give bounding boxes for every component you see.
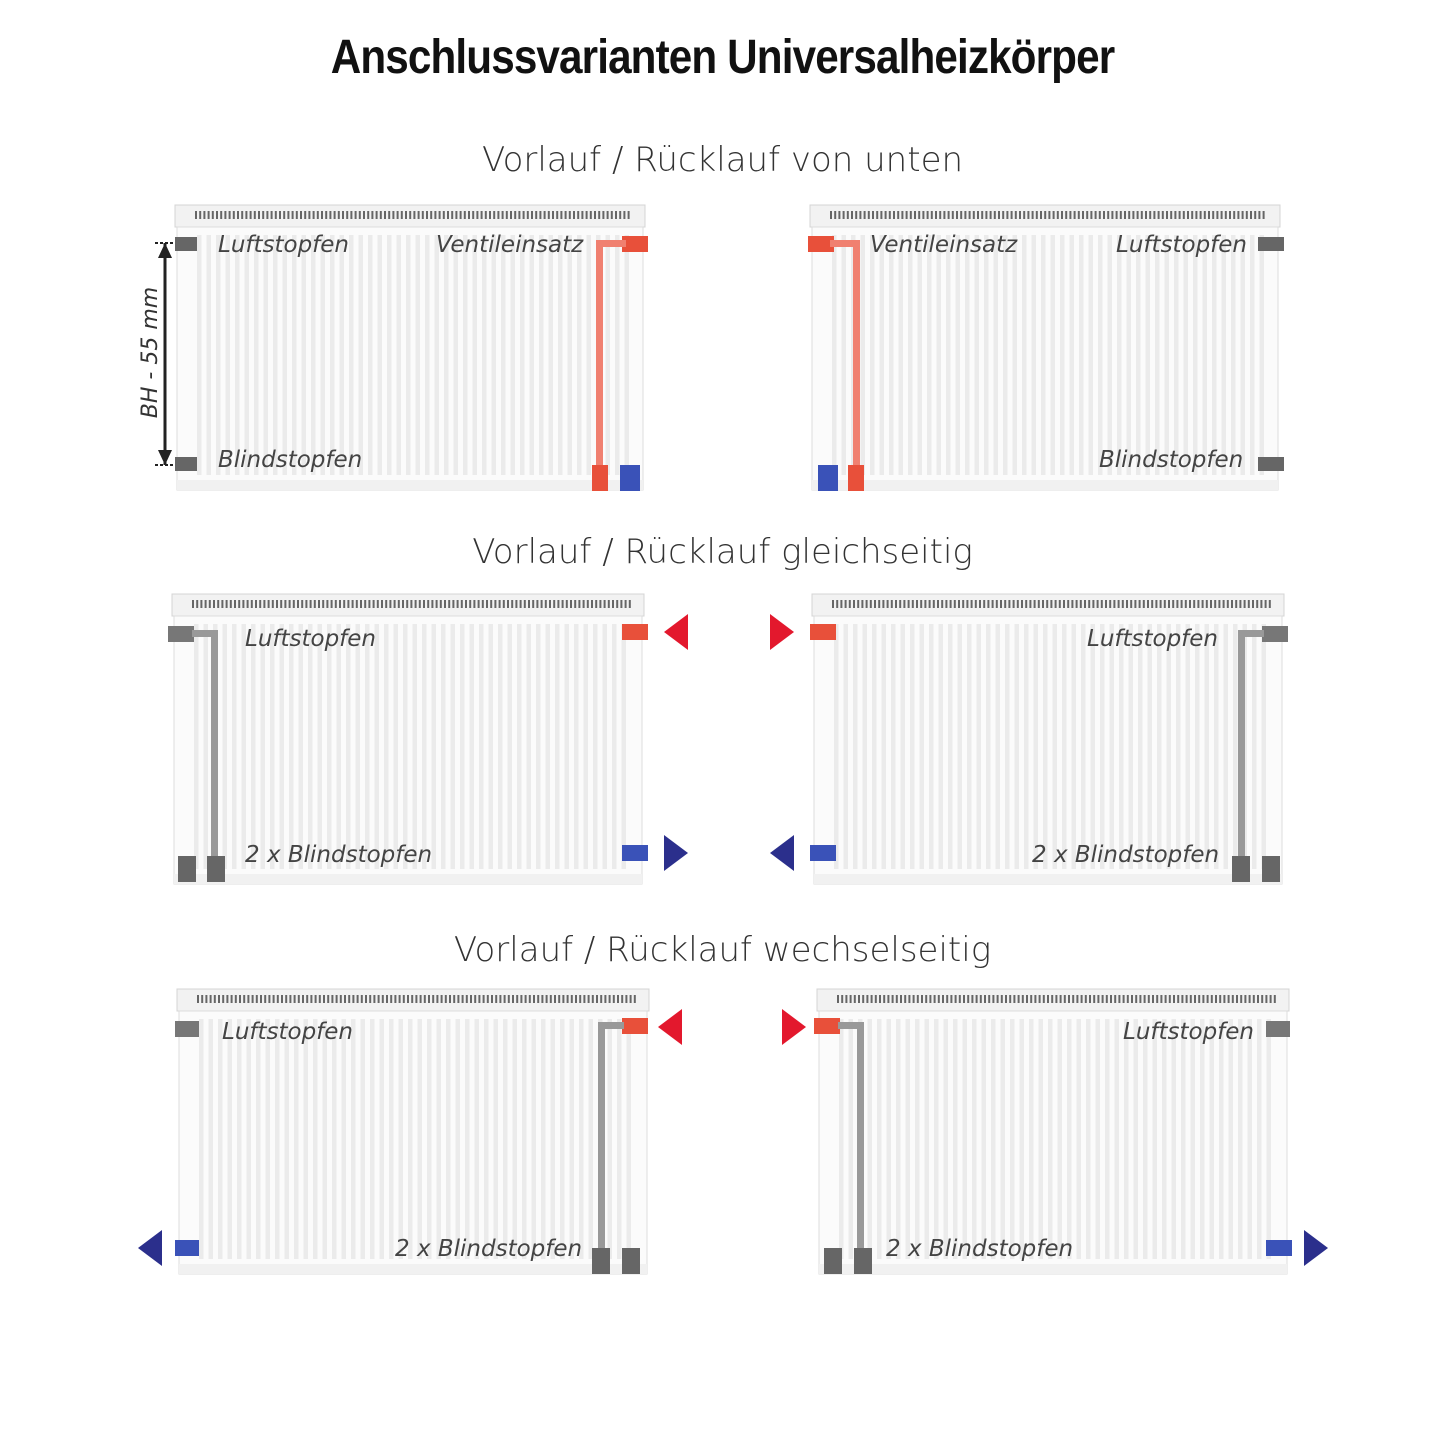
air-plug bbox=[1266, 1021, 1290, 1037]
return-connector bbox=[622, 845, 648, 861]
label-2x-blindstopfen: 2 x Blindstopfen bbox=[245, 842, 433, 868]
flow-arrow-in bbox=[782, 1009, 806, 1045]
return-connector bbox=[620, 465, 640, 491]
bypass-pipe bbox=[168, 626, 225, 882]
flow-pipe bbox=[808, 236, 864, 491]
label-2x-blindstopfen: 2 x Blindstopfen bbox=[1032, 842, 1220, 868]
label-luftstopfen: Luftstopfen bbox=[1116, 232, 1248, 258]
return-connector bbox=[175, 1240, 199, 1256]
flow-arrow-in bbox=[770, 614, 794, 650]
flow-arrow-in bbox=[664, 614, 688, 650]
return-connector bbox=[1266, 1240, 1292, 1256]
section-title-gleichseitig: Vorlauf / Rücklauf gleichseitig bbox=[472, 532, 973, 572]
label-luftstopfen: Luftstopfen bbox=[222, 1019, 354, 1045]
bypass-pipe bbox=[1232, 626, 1288, 882]
flow-connector bbox=[622, 624, 648, 640]
return-connector bbox=[818, 465, 838, 491]
air-plug bbox=[175, 237, 197, 251]
page-title: Anschlussvarianten Universalheizkörper bbox=[330, 31, 1115, 84]
flow-pipe bbox=[592, 236, 648, 491]
bypass-pipe bbox=[592, 1018, 648, 1274]
label-ventileinsatz: Ventileinsatz bbox=[870, 232, 1018, 258]
return-arrow-out bbox=[1304, 1230, 1328, 1266]
flow-arrow-in bbox=[658, 1009, 682, 1045]
blind-plug bbox=[1258, 457, 1284, 471]
return-arrow-out bbox=[770, 835, 794, 871]
label-luftstopfen: Luftstopfen bbox=[245, 626, 377, 652]
label-luftstopfen: Luftstopfen bbox=[1123, 1019, 1255, 1045]
flow-connector bbox=[810, 624, 836, 640]
air-plug bbox=[175, 1021, 199, 1037]
air-plug bbox=[1258, 237, 1284, 251]
label-blindstopfen: Blindstopfen bbox=[1099, 447, 1244, 473]
label-blindstopfen: Blindstopfen bbox=[218, 447, 363, 473]
label-luftstopfen: Luftstopfen bbox=[218, 232, 350, 258]
return-arrow-out bbox=[138, 1230, 162, 1266]
label-luftstopfen: Luftstopfen bbox=[1087, 626, 1219, 652]
section-title-von-unten: Vorlauf / Rücklauf von unten bbox=[481, 140, 964, 180]
return-connector bbox=[810, 845, 836, 861]
return-arrow-out bbox=[664, 835, 688, 871]
label-2x-blindstopfen: 2 x Blindstopfen bbox=[395, 1236, 583, 1262]
label-2x-blindstopfen: 2 x Blindstopfen bbox=[886, 1236, 1074, 1262]
label-ventileinsatz: Ventileinsatz bbox=[436, 232, 584, 258]
dimension-label: BH - 55 mm bbox=[138, 286, 164, 419]
bypass-pipe bbox=[814, 1018, 872, 1274]
section-title-wechselseitig: Vorlauf / Rücklauf wechselseitig bbox=[453, 930, 992, 970]
blind-plug bbox=[175, 457, 197, 471]
